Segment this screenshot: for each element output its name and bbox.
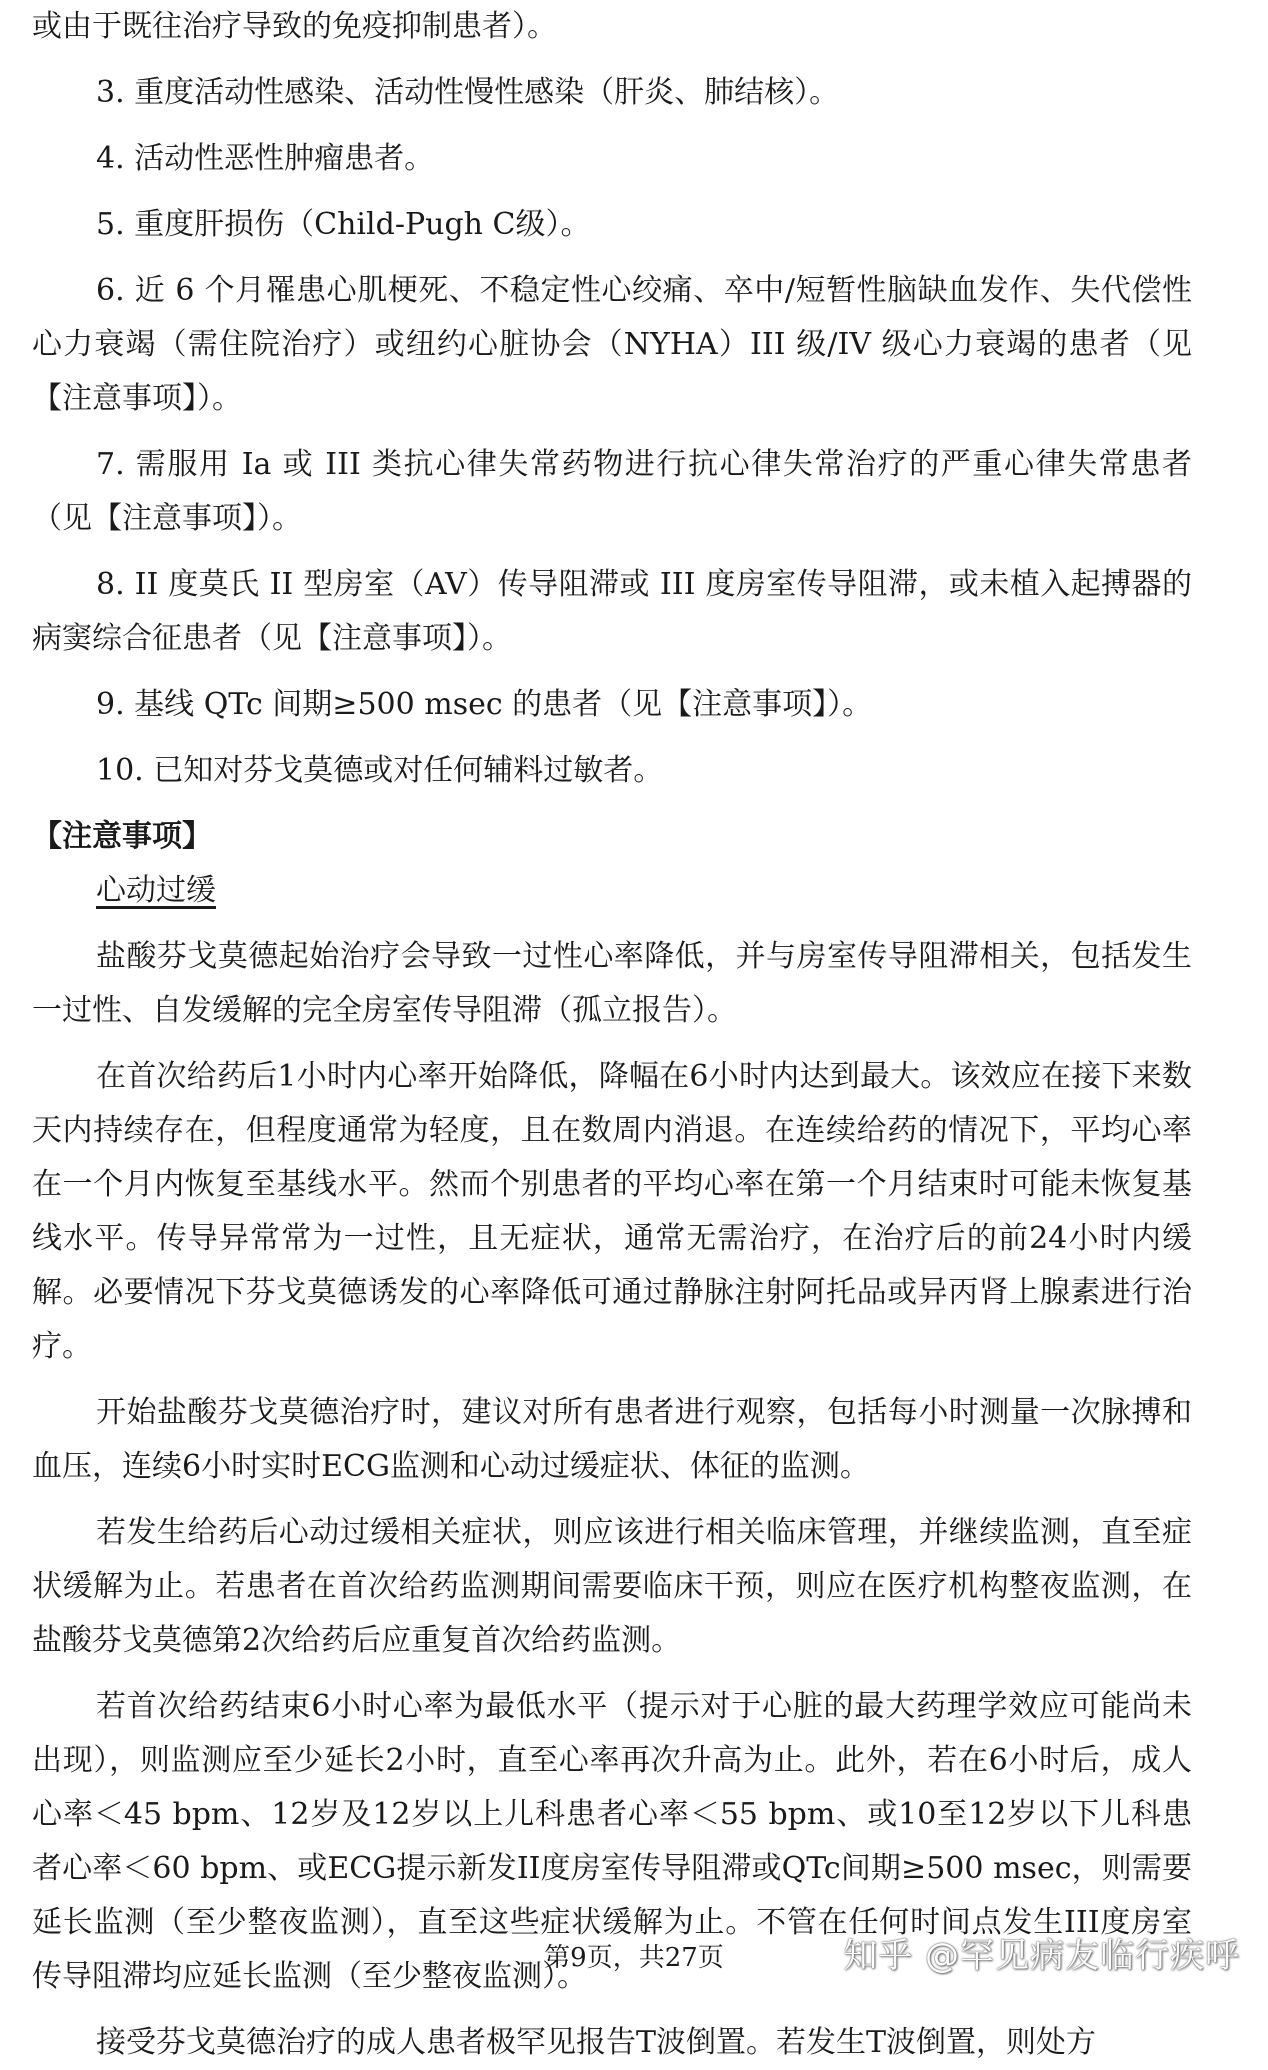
- precautions-paragraph-3: 开始盐酸芬戈莫德治疗时，建议对所有患者进行观察，包括每小时测量一次脉搏和血压，连续6小时实时ECG监测和心动过缓症状、体征的监测。: [32, 1395, 1192, 1484]
- contraindication-item-6: 6. 近 6 个月罹患心肌梗死、不稳定性心绞痛、卒中/短暂性脑缺血发作、失代偿性心力衰竭（需住院治疗）或纽约心脏协会（NYHA）III 级/IV 级心力衰竭的患者（见【注意事项】）。: [32, 273, 1192, 416]
- precautions-paragraph-4: 若发生给药后心动过缓相关症状，则应该进行相关临床管理，并继续监测，直至症状缓解为止。若患者在首次给药监测期间需要临床干预，则应在医疗机构整夜监测，在盐酸芬戈莫德第2次给药后应重复首次给药监测。: [32, 1515, 1192, 1658]
- bradycardia-subheading: [32, 864, 1192, 918]
- precautions-paragraph-5: 若首次给药结束6小时心率为最低水平（提示对于心脏的最大药理学效应可能尚未出现），则监测应至少延长2小时，直至心率再次升高为止。此外，若在6小时后，成人心率＜45 bpm、12岁及12岁以上儿科患者心率＜55 bpm、或10至12岁以下儿科患者心率＜60 bpm、或ECG提示新发II度房室传导阻滞或QTc间期≥500 msec，则需要延长监测（至少整夜监测），直至这些症状缓解为止。不管在任何时间点发生III度房室传导阻滞均应延长监测（至少整夜监测）。: [32, 1689, 1192, 1994]
- contraindication-item-9: 9. 基线 QTc 间期≥500 msec 的患者（见【注意事项】）。: [96, 687, 873, 722]
- contraindication-item-10: 10. 已知对芬戈莫德或对任何辅料过敏者。: [96, 753, 664, 788]
- precautions-paragraph-2: 在首次给药后1小时内心率开始降低，降幅在6小时内达到最大。该效应在接下来数天内持续存在，但程度通常为轻度，且在数周内消退。在连续给药的情况下，平均心率在一个月内恢复至基线水平。然而个别患者的平均心率在第一个月结束时可能未恢复基线水平。传导异常常为一过性，且无症状，通常无需治疗，在治疗后的前24小时内缓解。必要情况下芬戈莫德诱发的心率降低可通过静脉注射阿托品或异丙肾上腺素进行治疗。: [32, 1059, 1192, 1364]
- bradycardia-subheading-text: 心动过缓: [96, 873, 216, 908]
- contraindication-item-5: 5. 重度肝损伤（Child-Pugh C级）。: [96, 207, 591, 242]
- contraindication-item-8: 8. II 度莫氏 II 型房室（AV）传导阻滞或 III 度房室传导阻滞，或未植入起搏器的病窦综合征患者（见【注意事项】）。: [32, 567, 1192, 656]
- contraindication-item-4: 4. 活动性恶性肿瘤患者。: [96, 141, 435, 176]
- precautions-paragraph-1: 盐酸芬戈莫德起始治疗会导致一过性心率降低，并与房室传导阻滞相关，包括发生一过性、自发缓解的完全房室传导阻滞（孤立报告）。: [32, 939, 1192, 1028]
- contraindication-item-7: 7. 需服用 Ia 或 III 类抗心律失常药物进行抗心律失常治疗的严重心律失常患者（见【注意事项】）。: [32, 447, 1192, 536]
- contraindication-item-2-tail: 或由于既往治疗导致的免疫抑制患者）。: [32, 9, 557, 44]
- page-number: 第9页，共27页: [544, 1943, 724, 1973]
- precautions-paragraph-6: 接受芬戈莫德治疗的成人患者极罕见报告T波倒置。若发生T波倒置，则处方: [96, 2025, 1097, 2060]
- contraindication-item-3: 3. 重度活动性感染、活动性慢性感染（肝炎、肺结核）。: [96, 75, 840, 110]
- document-body: [32, 0, 1192, 2070]
- zhihu-watermark: 知乎 @罕见病友临行疾呼: [843, 1936, 1240, 1976]
- precautions-heading: 【注意事项】: [32, 819, 212, 854]
